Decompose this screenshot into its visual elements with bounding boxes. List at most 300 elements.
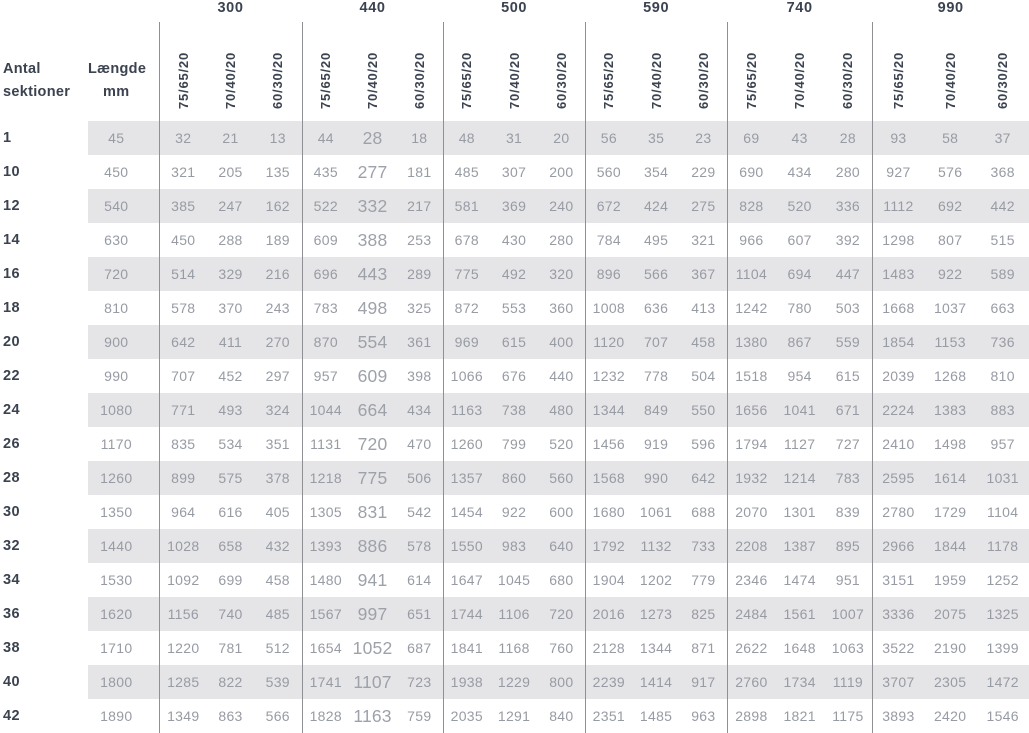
value-cell: 520 [549, 436, 574, 452]
value-cell: 424 [632, 189, 680, 223]
value-cell: 243 [265, 300, 290, 316]
length-cell: 45 [88, 121, 159, 155]
table-row [0, 665, 1029, 699]
value-cell: 378 [254, 461, 302, 495]
value-cell: 720 [357, 433, 388, 454]
value-cell: 899 [159, 461, 207, 495]
corner-cell [0, 0, 159, 22]
length-cell: 1620 [88, 597, 159, 631]
value-cell: 520 [775, 189, 824, 223]
value-cell: 324 [254, 393, 302, 427]
value-cell: 514 [159, 257, 207, 291]
value-cell: 997 [349, 597, 396, 631]
value-cell: 676 [501, 368, 527, 384]
value-cell: 1741 [302, 665, 349, 699]
value-cell: 280 [835, 164, 861, 180]
sections-cell: 16 [0, 257, 88, 291]
value-cell: 1028 [159, 529, 207, 563]
value-cell: 1518 [727, 359, 775, 393]
value-cell: 443 [349, 257, 396, 291]
value-cell: 3151 [872, 563, 924, 597]
value-cell: 922 [501, 504, 527, 520]
group-label-440: 440 [359, 0, 386, 16]
value-cell: 733 [680, 529, 727, 563]
value-cell: 1734 [775, 665, 824, 699]
value-cell: 392 [835, 232, 861, 248]
value-cell: 1045 [497, 572, 531, 588]
value-cell: 1104 [727, 257, 775, 291]
value-cell: 1163 [353, 705, 392, 726]
value-cell: 690 [727, 155, 775, 189]
value-cell: 609 [302, 223, 349, 257]
table-body [0, 121, 1029, 733]
value-cell: 2898 [727, 699, 775, 733]
value-cell: 370 [218, 300, 243, 316]
value-cell: 2035 [443, 699, 490, 733]
value-cell: 759 [407, 708, 432, 724]
value-cell: 2622 [727, 631, 775, 665]
sections-cell: 26 [0, 427, 88, 461]
value-cell: 658 [207, 529, 254, 563]
value-cell: 559 [824, 325, 872, 359]
value-cell: 336 [824, 189, 872, 223]
value-cell: 1474 [783, 572, 816, 588]
value-cell: 93 [872, 121, 924, 155]
value-cell: 1175 [832, 708, 864, 724]
value-cell: 522 [302, 189, 349, 223]
table-row [0, 563, 1029, 597]
value-cell: 13 [254, 121, 302, 155]
value-cell: 678 [443, 223, 490, 257]
temp-regime-header: 75/65/20 [585, 22, 632, 121]
value-cell: 707 [632, 325, 680, 359]
value-cell: 360 [549, 300, 574, 316]
sections-header-line1: Antal [3, 61, 41, 77]
value-cell: 329 [207, 257, 254, 291]
value-cell: 1202 [639, 572, 673, 588]
length-cell: 1800 [88, 665, 159, 699]
value-cell: 492 [490, 257, 538, 291]
value-cell: 2128 [585, 631, 632, 665]
value-cell: 388 [357, 229, 388, 250]
value-cell: 1668 [872, 291, 924, 325]
value-cell: 35 [632, 121, 680, 155]
value-cell: 2595 [872, 461, 924, 495]
value-cell: 1229 [490, 665, 538, 699]
value-cell: 886 [349, 529, 396, 563]
value-cell: 740 [207, 597, 254, 631]
value-cell: 1106 [490, 597, 538, 631]
value-cell: 917 [680, 665, 727, 699]
value-cell: 2760 [727, 665, 775, 699]
value-cell: 1828 [302, 699, 349, 733]
value-cell: 1325 [976, 597, 1029, 631]
value-cell: 43 [775, 121, 824, 155]
value-cell: 321 [691, 232, 716, 248]
value-cell: 957 [302, 359, 349, 393]
value-cell: 1729 [933, 504, 967, 520]
value-cell: 447 [824, 257, 872, 291]
temp-regime-header: 75/65/20 [159, 22, 207, 121]
value-cell: 2208 [727, 529, 775, 563]
value-cell: 367 [680, 257, 727, 291]
value-cell: 863 [218, 708, 243, 724]
value-cell: 578 [396, 529, 443, 563]
value-cell: 699 [218, 572, 243, 588]
value-cell: 810 [990, 368, 1015, 384]
value-cell: 270 [254, 325, 302, 359]
value-cell: 1344 [585, 393, 632, 427]
temp-regime-header: 70/40/20 [942, 51, 958, 109]
sections-header-line2: sektioner [3, 84, 71, 100]
value-cell: 1387 [775, 529, 824, 563]
value-cell: 28 [349, 121, 396, 155]
value-cell: 325 [407, 300, 432, 316]
value-cell: 1472 [976, 665, 1029, 699]
value-cell: 1291 [497, 708, 531, 724]
value-cell: 1932 [727, 461, 775, 495]
value-cell: 2780 [872, 495, 924, 529]
value-cell: 990 [632, 461, 680, 495]
value-cell: 229 [691, 164, 716, 180]
value-cell: 1104 [987, 504, 1019, 520]
value-cell: 642 [680, 461, 727, 495]
value-cell: 1232 [585, 359, 632, 393]
length-cell: 1440 [88, 529, 159, 563]
value-cell: 189 [265, 232, 290, 248]
value-cell: 1061 [639, 504, 673, 520]
value-cell: 2070 [727, 495, 775, 529]
value-cell: 550 [680, 393, 727, 427]
value-cell: 1285 [159, 665, 207, 699]
value-cell: 351 [265, 436, 290, 452]
value-cell: 883 [976, 393, 1029, 427]
value-cell: 575 [207, 461, 254, 495]
value-cell: 2351 [585, 699, 632, 733]
table-row [0, 699, 1029, 733]
value-cell: 1092 [159, 563, 207, 597]
value-cell: 1305 [302, 495, 349, 529]
value-cell: 369 [490, 189, 538, 223]
value-cell: 779 [691, 572, 716, 588]
value-cell: 607 [787, 232, 812, 248]
sections-cell: 34 [0, 563, 88, 597]
sections-cell: 40 [0, 665, 88, 699]
value-cell: 247 [207, 189, 254, 223]
value-cell: 553 [501, 300, 527, 316]
value-cell: 1841 [443, 631, 490, 665]
value-cell: 539 [254, 665, 302, 699]
value-cell: 927 [872, 155, 924, 189]
temp-regime-header: 75/65/20 [727, 22, 775, 121]
value-cell: 707 [159, 359, 207, 393]
value-cell: 1178 [976, 529, 1029, 563]
length-cell: 450 [104, 164, 129, 180]
value-cell: 506 [396, 461, 443, 495]
table-row [0, 121, 1029, 155]
value-cell: 895 [824, 529, 872, 563]
value-cell: 289 [396, 257, 443, 291]
value-cell: 1546 [986, 708, 1019, 724]
group-label-990: 990 [937, 0, 964, 16]
value-cell: 21 [207, 121, 254, 155]
value-cell: 277 [357, 161, 388, 182]
value-cell: 20 [538, 121, 585, 155]
value-cell: 828 [727, 189, 775, 223]
value-cell: 2224 [872, 393, 924, 427]
value-cell: 1301 [783, 504, 816, 520]
value-cell: 470 [407, 436, 432, 452]
value-cell: 280 [549, 232, 574, 248]
value-cell: 1854 [872, 325, 924, 359]
value-cell: 1647 [443, 563, 490, 597]
value-cell: 964 [159, 495, 207, 529]
table-row [0, 529, 1029, 563]
value-cell: 1242 [727, 291, 775, 325]
value-cell: 1904 [585, 563, 632, 597]
value-cell: 1063 [831, 640, 865, 656]
temp-regime-header: 60/30/20 [695, 51, 711, 109]
temp-regime-header: 60/30/20 [840, 51, 856, 109]
value-cell: 1357 [443, 461, 490, 495]
value-cell: 800 [538, 665, 585, 699]
value-cell: 400 [538, 325, 585, 359]
temp-regime-header: 70/40/20 [792, 51, 808, 109]
value-cell: 2966 [872, 529, 924, 563]
value-cell: 442 [976, 189, 1029, 223]
value-cell: 452 [218, 368, 243, 384]
value-cell: 783 [824, 461, 872, 495]
value-cell: 385 [159, 189, 207, 223]
value-cell: 723 [396, 665, 443, 699]
value-cell: 969 [443, 325, 490, 359]
value-cell: 413 [691, 300, 716, 316]
value-cell: 1383 [924, 393, 976, 427]
group-label-300: 300 [217, 0, 244, 16]
value-cell: 609 [357, 365, 388, 386]
value-cell: 275 [680, 189, 727, 223]
value-cell: 1454 [443, 495, 490, 529]
value-cell: 434 [396, 393, 443, 427]
value-cell: 503 [835, 300, 861, 316]
sections-cell: 22 [0, 359, 88, 393]
sections-cell: 30 [0, 495, 88, 529]
value-cell: 1156 [159, 597, 207, 631]
value-cell: 2484 [727, 597, 775, 631]
value-cell: 664 [349, 393, 396, 427]
group-label-590: 590 [643, 0, 670, 16]
group-label-740: 740 [786, 0, 813, 16]
value-cell: 2420 [933, 708, 967, 724]
value-cell: 181 [407, 164, 432, 180]
value-cell: 578 [159, 291, 207, 325]
length-cell: 720 [88, 257, 159, 291]
value-cell: 807 [938, 232, 963, 248]
value-cell: 1550 [443, 529, 490, 563]
value-cell: 663 [990, 300, 1015, 316]
value-cell: 1066 [443, 359, 490, 393]
length-cell: 900 [88, 325, 159, 359]
length-cell: 1530 [100, 572, 133, 588]
value-cell: 2190 [933, 640, 967, 656]
length-cell: 630 [104, 232, 129, 248]
value-cell: 831 [357, 501, 388, 522]
value-cell: 1007 [824, 597, 872, 631]
value-cell: 405 [265, 504, 290, 520]
value-cell: 512 [265, 640, 290, 656]
value-cell: 1414 [632, 665, 680, 699]
value-cell: 615 [835, 368, 861, 384]
group-header-row [0, 0, 1029, 22]
length-cell: 1890 [100, 708, 133, 724]
value-cell: 398 [407, 368, 432, 384]
length-cell: 1260 [88, 461, 159, 495]
value-cell: 458 [265, 572, 290, 588]
value-cell: 615 [490, 325, 538, 359]
value-cell: 240 [538, 189, 585, 223]
value-cell: 2346 [727, 563, 775, 597]
value-cell: 3336 [872, 597, 924, 631]
value-cell: 589 [976, 257, 1029, 291]
value-cell: 1792 [585, 529, 632, 563]
value-cell: 28 [824, 121, 872, 155]
value-cell: 839 [835, 504, 861, 520]
value-cell: 435 [302, 155, 349, 189]
value-cell: 849 [632, 393, 680, 427]
table-row [0, 631, 1029, 665]
table-row [0, 427, 1029, 461]
value-cell: 680 [549, 572, 574, 588]
value-cell: 1041 [775, 393, 824, 427]
value-cell: 430 [501, 232, 527, 248]
value-cell: 983 [490, 529, 538, 563]
value-cell: 1268 [933, 368, 967, 384]
value-cell: 411 [207, 325, 254, 359]
value-cell: 458 [680, 325, 727, 359]
value-cell: 307 [501, 164, 527, 180]
value-cell: 31 [490, 121, 538, 155]
value-cell: 1052 [352, 637, 393, 658]
value-cell: 450 [159, 223, 207, 257]
value-cell: 1456 [585, 427, 632, 461]
value-cell: 696 [302, 257, 349, 291]
value-cell: 432 [254, 529, 302, 563]
value-cell: 205 [218, 164, 243, 180]
table-row [0, 597, 1029, 631]
sections-cell: 32 [0, 529, 88, 563]
value-cell: 18 [396, 121, 443, 155]
column-header-row [0, 22, 1029, 121]
length-cell: 990 [104, 368, 129, 384]
value-cell: 493 [207, 393, 254, 427]
value-cell: 736 [976, 325, 1029, 359]
sections-cell: 42 [0, 699, 88, 733]
value-cell: 867 [775, 325, 824, 359]
value-cell: 692 [924, 189, 976, 223]
value-cell: 835 [159, 427, 207, 461]
temp-regime-header: 75/65/20 [302, 22, 349, 121]
value-cell: 1044 [302, 393, 349, 427]
value-cell: 616 [218, 504, 243, 520]
value-cell: 1349 [159, 699, 207, 733]
value-cell: 941 [357, 569, 388, 590]
table-row [0, 291, 1029, 325]
value-cell: 297 [265, 368, 290, 384]
value-cell: 534 [218, 436, 243, 452]
sections-column-header [0, 22, 88, 121]
value-cell: 1220 [159, 631, 207, 665]
value-cell: 2039 [872, 359, 924, 393]
value-cell: 778 [643, 368, 669, 384]
value-cell: 1273 [632, 597, 680, 631]
value-cell: 1959 [933, 572, 967, 588]
value-cell: 688 [691, 504, 716, 520]
value-cell: 636 [643, 300, 669, 316]
value-cell: 321 [159, 155, 207, 189]
value-cell: 1485 [639, 708, 673, 724]
value-cell: 554 [349, 325, 396, 359]
value-cell: 253 [407, 232, 432, 248]
sections-cell: 10 [0, 155, 88, 189]
length-column-header [88, 22, 159, 121]
temp-regime-header: 60/30/20 [995, 51, 1011, 109]
value-cell: 576 [938, 164, 963, 180]
table-row [0, 189, 1029, 223]
table-row [0, 495, 1029, 529]
value-cell: 48 [443, 121, 490, 155]
value-cell: 44 [302, 121, 349, 155]
value-cell: 162 [254, 189, 302, 223]
value-cell: 495 [643, 232, 669, 248]
value-cell: 69 [727, 121, 775, 155]
table-row [0, 325, 1029, 359]
temp-regime-header: 70/40/20 [365, 51, 381, 109]
value-cell: 781 [218, 640, 243, 656]
value-cell: 542 [407, 504, 432, 520]
value-cell: 1112 [872, 189, 924, 223]
sections-cell: 38 [0, 631, 88, 665]
value-cell: 135 [265, 164, 290, 180]
table-row [0, 223, 1029, 257]
value-cell: 1218 [302, 461, 349, 495]
value-cell: 515 [990, 232, 1015, 248]
value-cell: 368 [990, 164, 1015, 180]
value-cell: 951 [835, 572, 861, 588]
value-cell: 498 [357, 297, 388, 318]
value-cell: 1131 [302, 427, 349, 461]
value-cell: 37 [976, 121, 1029, 155]
sections-cell: 1 [0, 121, 88, 155]
value-cell: 1119 [824, 665, 872, 699]
value-cell: 485 [254, 597, 302, 631]
length-cell: 540 [88, 189, 159, 223]
value-cell: 58 [924, 121, 976, 155]
value-cell: 1568 [585, 461, 632, 495]
value-cell: 361 [396, 325, 443, 359]
value-cell: 1561 [775, 597, 824, 631]
value-cell: 217 [396, 189, 443, 223]
value-cell: 860 [490, 461, 538, 495]
value-cell: 1298 [872, 223, 924, 257]
value-cell: 581 [443, 189, 490, 223]
value-cell: 780 [787, 300, 812, 316]
value-cell: 1344 [639, 640, 673, 656]
value-cell: 56 [585, 121, 632, 155]
value-cell: 1844 [924, 529, 976, 563]
value-cell: 687 [407, 640, 432, 656]
value-cell: 200 [549, 164, 574, 180]
value-cell: 1153 [924, 325, 976, 359]
